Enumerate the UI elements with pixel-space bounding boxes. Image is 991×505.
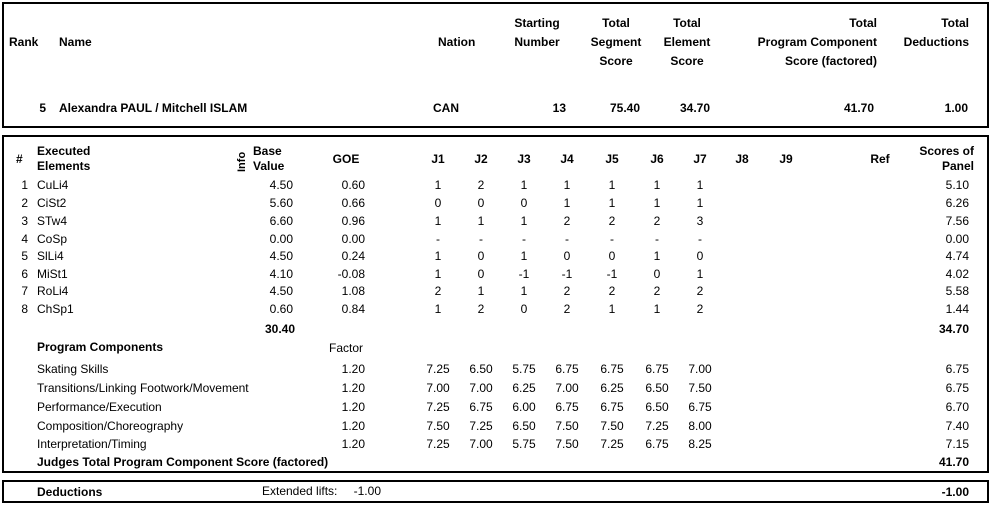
element-judge-score: -: [698, 232, 702, 246]
component-factor: 1.20: [341, 419, 365, 433]
component-judge-score: 7.25: [645, 419, 669, 433]
element-judge-score: 0: [434, 196, 442, 210]
component-judge-score: 7.00: [469, 381, 493, 395]
element-goe: 0.84: [341, 302, 365, 316]
component-factor: 1.20: [341, 381, 365, 395]
component-judge-score: 7.00: [555, 381, 579, 395]
component-judge-score: 6.75: [645, 362, 669, 376]
component-judge-score: 6.75: [600, 400, 624, 414]
element-judge-score: 1: [520, 284, 528, 298]
skater-total-pcs: 41.70: [843, 101, 874, 115]
program-components-title: Program Components: [37, 340, 164, 354]
component-name: Composition/Choreography: [37, 419, 184, 433]
component-name: Transitions/Linking Footwork/Movement: [37, 381, 249, 395]
element-number: 4: [21, 232, 28, 246]
element-judge-score: 1: [653, 196, 661, 210]
element-judge-score: 2: [477, 302, 485, 316]
info-header: Info: [236, 151, 248, 172]
base-value-header: Base Value: [253, 144, 285, 173]
element-judge-score: 0: [477, 267, 485, 281]
element-judge-score: 1: [696, 267, 704, 281]
deductions-total: -1.00: [941, 485, 969, 499]
total-element-score-header: Total Element Score: [663, 16, 711, 68]
element-judge-score: 2: [477, 178, 485, 192]
element-judge-score: -1: [518, 267, 530, 281]
component-judge-score: 6.50: [469, 362, 493, 376]
component-judge-score: 6.75: [645, 437, 669, 451]
component-judge-score: 7.50: [688, 381, 712, 395]
element-judge-score: -: [655, 232, 659, 246]
element-panel-score: 6.26: [945, 196, 969, 210]
rank-header: Rank: [9, 35, 39, 49]
component-panel-score: 7.15: [945, 437, 969, 451]
component-factor: 1.20: [341, 400, 365, 414]
element-judge-score: 2: [653, 284, 661, 298]
element-goe: 0.00: [341, 232, 365, 246]
judge-header-8: J8: [735, 152, 749, 166]
component-judge-score: 7.50: [600, 419, 624, 433]
component-judge-score: 6.50: [645, 381, 669, 395]
element-judge-score: -1: [561, 267, 573, 281]
component-judge-score: 7.00: [426, 381, 450, 395]
element-judge-score: 2: [563, 284, 571, 298]
element-judge-score: 0: [608, 249, 616, 263]
element-judge-score: 1: [520, 214, 528, 228]
component-judge-score: 8.00: [688, 419, 712, 433]
element-judge-score: 1: [696, 178, 704, 192]
element-goe: 0.60: [341, 178, 365, 192]
panel-total: 34.70: [938, 322, 969, 336]
element-judge-score: -: [522, 232, 526, 246]
component-factor: 1.20: [341, 362, 365, 376]
nation-header: Nation: [438, 35, 476, 49]
element-base-value: 4.10: [269, 267, 293, 281]
component-judge-score: 6.75: [600, 362, 624, 376]
base-value-total: 30.40: [264, 322, 295, 336]
skater-starting-number: 13: [552, 101, 566, 115]
component-judge-score: 8.25: [688, 437, 712, 451]
component-judge-score: 7.50: [555, 419, 579, 433]
element-panel-score: 4.74: [945, 249, 969, 263]
element-panel-score: 4.02: [945, 267, 969, 281]
component-name: Skating Skills: [37, 362, 109, 376]
component-judge-score: 7.25: [426, 362, 450, 376]
element-judge-score: 1: [477, 214, 485, 228]
judge-header-4: J4: [560, 152, 574, 166]
component-judge-score: 5.75: [512, 437, 536, 451]
judge-header-2: J2: [474, 152, 488, 166]
judges-total-pcs-label: Judges Total Program Component Score (factored): [37, 455, 329, 469]
component-judge-score: 6.50: [512, 419, 536, 433]
component-judge-score: 7.50: [426, 419, 450, 433]
element-judge-score: 1: [653, 249, 661, 263]
element-panel-score: 7.56: [945, 214, 969, 228]
element-judge-score: -: [610, 232, 614, 246]
component-panel-score: 6.75: [945, 362, 969, 376]
element-judge-score: 2: [563, 214, 571, 228]
element-goe: -0.08: [337, 267, 365, 281]
element-judge-score: 1: [434, 249, 442, 263]
element-judge-score: -: [565, 232, 569, 246]
element-judge-score: 1: [653, 302, 661, 316]
deductions-box: [2, 480, 989, 503]
component-name: Interpretation/Timing: [37, 437, 147, 451]
element-name: ChSp1: [37, 302, 74, 316]
element-base-value: 4.50: [269, 178, 293, 192]
element-judge-score: 3: [696, 214, 704, 228]
element-name: SlLi4: [37, 249, 64, 263]
judge-header-7: J7: [693, 152, 707, 166]
name-header: Name: [59, 35, 92, 49]
element-judge-score: 2: [563, 302, 571, 316]
element-judge-score: 2: [696, 302, 704, 316]
element-goe: 0.66: [341, 196, 365, 210]
executed-elements-header: Executed Elements: [37, 144, 91, 173]
starting-number-header: Starting Number: [514, 16, 560, 49]
element-number: 5: [21, 249, 28, 263]
element-judge-score: -: [436, 232, 440, 246]
element-goe: 1.08: [341, 284, 365, 298]
component-judge-score: 7.25: [600, 437, 624, 451]
judge-header-5: J5: [605, 152, 619, 166]
element-judge-score: 0: [477, 196, 485, 210]
element-number: 2: [21, 196, 28, 210]
element-judge-score: 1: [563, 196, 571, 210]
component-panel-score: 6.70: [945, 400, 969, 414]
element-judge-score: 2: [608, 284, 616, 298]
element-panel-score: 5.10: [945, 178, 969, 192]
ref-header: Ref: [870, 152, 890, 166]
element-judge-score: 1: [696, 196, 704, 210]
element-number: 6: [21, 267, 28, 281]
element-judge-score: 2: [608, 214, 616, 228]
judge-header-9: J9: [779, 152, 793, 166]
element-judge-score: 0: [477, 249, 485, 263]
element-judge-score: 0: [520, 196, 528, 210]
component-judge-score: 7.00: [469, 437, 493, 451]
element-number: 3: [21, 214, 28, 228]
component-factor: 1.20: [341, 437, 365, 451]
total-pcs-header: Total Program Component Score (factored): [757, 16, 877, 68]
element-base-value: 5.60: [269, 196, 293, 210]
element-base-value: 0.00: [269, 232, 293, 246]
scores-of-panel-header: Scores of Panel: [919, 144, 974, 173]
element-name: CuLi4: [37, 178, 69, 192]
element-judge-score: 1: [434, 214, 442, 228]
element-judge-score: 1: [434, 302, 442, 316]
component-panel-score: 7.40: [945, 419, 969, 433]
element-judge-score: 1: [608, 196, 616, 210]
component-judge-score: 6.25: [512, 381, 536, 395]
component-judge-score: 6.75: [469, 400, 493, 414]
component-judge-score: 7.25: [426, 437, 450, 451]
factor-header: Factor: [329, 341, 364, 355]
element-judge-score: 1: [653, 178, 661, 192]
element-judge-score: 1: [608, 178, 616, 192]
element-name: MiSt1: [37, 267, 68, 281]
skater-rank: 5: [39, 101, 46, 115]
judge-header-3: J3: [517, 152, 531, 166]
element-number: 1: [21, 178, 28, 192]
total-segment-score-header: Total Segment Score: [590, 16, 642, 68]
element-judge-score: 1: [434, 178, 442, 192]
skater-nation: CAN: [433, 101, 459, 115]
element-judge-score: 1: [608, 302, 616, 316]
element-judge-score: 2: [696, 284, 704, 298]
skater-total-deductions: 1.00: [944, 101, 968, 115]
element-base-value: 4.50: [269, 249, 293, 263]
element-judge-score: 1: [520, 178, 528, 192]
num-header: #: [16, 152, 23, 166]
component-judge-score: 7.25: [426, 400, 450, 414]
element-number: 7: [21, 284, 28, 298]
element-panel-score: 5.58: [945, 284, 969, 298]
component-judge-score: 6.75: [688, 400, 712, 414]
element-judge-score: 1: [477, 284, 485, 298]
element-name: CiSt2: [37, 196, 67, 210]
element-base-value: 4.50: [269, 284, 293, 298]
element-goe: 0.24: [341, 249, 365, 263]
extended-lifts-value: -1.00: [353, 484, 381, 498]
skater-name: Alexandra PAUL / Mitchell ISLAM: [59, 101, 248, 115]
element-judge-score: 1: [563, 178, 571, 192]
component-judge-score: 6.00: [512, 400, 536, 414]
component-judge-score: 7.00: [688, 362, 712, 376]
element-base-value: 6.60: [269, 214, 293, 228]
skater-total-segment-score: 75.40: [609, 101, 640, 115]
element-judge-score: 0: [563, 249, 571, 263]
element-number: 8: [21, 302, 28, 316]
component-judge-score: 6.25: [600, 381, 624, 395]
skater-total-element-score: 34.70: [679, 101, 710, 115]
element-name: STw4: [37, 214, 68, 228]
element-judge-score: 0: [696, 249, 704, 263]
element-judge-score: 2: [434, 284, 442, 298]
element-name: CoSp: [37, 232, 68, 246]
element-panel-score: 1.44: [945, 302, 969, 316]
component-name: Performance/Execution: [37, 400, 162, 414]
component-judge-score: 6.75: [555, 362, 579, 376]
component-panel-score: 6.75: [945, 381, 969, 395]
element-panel-score: 0.00: [945, 232, 969, 246]
component-judge-score: 6.75: [555, 400, 579, 414]
total-deductions-header: Total Deductions: [903, 16, 969, 49]
element-judge-score: 1: [434, 267, 442, 281]
element-goe: 0.96: [341, 214, 365, 228]
element-judge-score: 0: [520, 302, 528, 316]
element-name: RoLi4: [37, 284, 69, 298]
element-judge-score: -: [479, 232, 483, 246]
element-judge-score: 0: [653, 267, 661, 281]
element-judge-score: -1: [606, 267, 618, 281]
component-judge-score: 7.50: [555, 437, 579, 451]
deductions-label: Deductions: [37, 485, 103, 499]
judges-total-pcs-value: 41.70: [938, 455, 969, 469]
element-base-value: 0.60: [269, 302, 293, 316]
element-judge-score: 2: [653, 214, 661, 228]
judge-header-6: J6: [650, 152, 664, 166]
extended-lifts-label: Extended lifts:: [262, 484, 338, 498]
component-judge-score: 7.25: [469, 419, 493, 433]
element-judge-score: 1: [520, 249, 528, 263]
component-judge-score: 6.50: [645, 400, 669, 414]
judge-header-1: J1: [431, 152, 445, 166]
component-judge-score: 5.75: [512, 362, 536, 376]
goe-header: GOE: [332, 152, 360, 166]
